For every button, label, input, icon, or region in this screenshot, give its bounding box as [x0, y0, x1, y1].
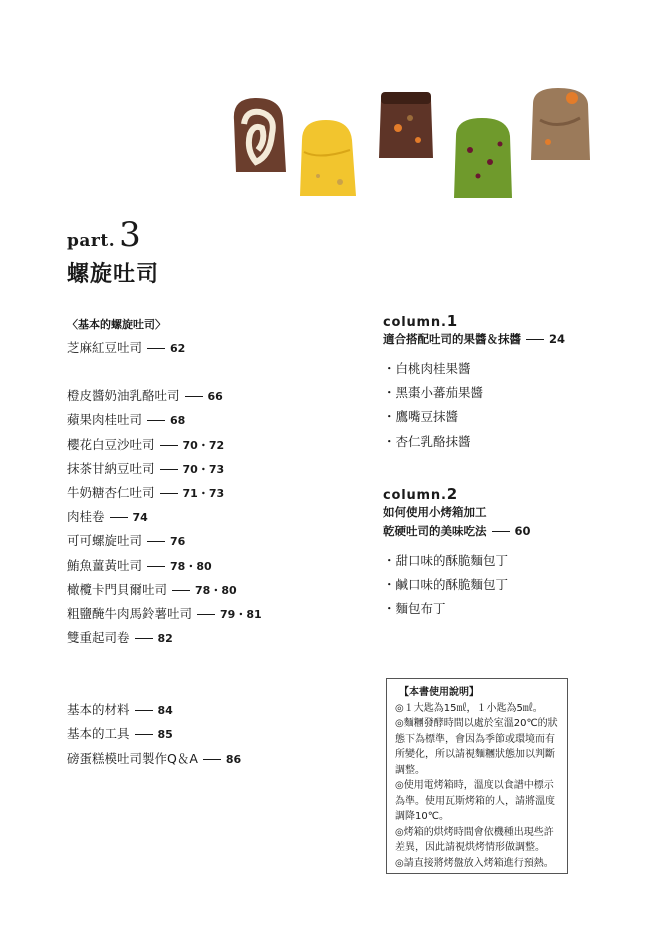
- list-item: ・ 白桃肉桂果醬: [383, 357, 623, 381]
- note-line: ◎烤箱的烘烤時間會依機種出現些許差異，因此請視烘烤情形做調整。: [395, 826, 554, 853]
- column-2-subtitle: 如何使用小烤箱加工: [383, 505, 487, 519]
- marble-bread-image: [234, 98, 286, 172]
- note-line: ◎麵糰發酵時間以處於室溫20℃的狀態下為標準，會因為季節或環境而有所變化，所以請視麵糰狀態加以判斷調整。: [395, 718, 558, 776]
- toc-entry: 肉桂卷 74: [67, 509, 148, 525]
- list-item: ・ 麵包布丁: [383, 597, 623, 621]
- list-item: ・ 甜口味的酥脆麵包丁: [383, 549, 623, 573]
- toc-entry: 雙重起司卷 82: [67, 630, 173, 646]
- part-number: 3: [119, 215, 141, 255]
- toc-entry: 鮪魚薑黃吐司 78・80: [67, 557, 212, 573]
- note-line: ◎使用電烤箱時，溫度以食譜中標示為準。使用瓦斯烤箱的人，請將溫度調降10℃。: [395, 780, 555, 822]
- note-line: ◎１大匙為15㎖，１小匙為5㎖。: [395, 702, 543, 714]
- column-1-title: column.1: [383, 312, 458, 330]
- toc-entry: 橙皮醬奶油乳酪吐司 66: [67, 388, 223, 404]
- column-2-title: column.2: [383, 485, 458, 503]
- column-1-subtitle: 適合搭配吐司的果醬＆抹醬 24: [383, 332, 566, 346]
- part-word: part.: [67, 231, 116, 251]
- yellow-bread-image: [300, 120, 356, 196]
- column-2-list: [383, 549, 623, 622]
- part-label: [67, 215, 141, 255]
- toc-entry: 基本的材料 84: [67, 702, 173, 718]
- toc-entry: 櫻花白豆沙吐司 70・72: [67, 436, 225, 452]
- toc-entry: 芝麻紅豆吐司 62: [67, 340, 186, 355]
- list-item: ・ 杏仁乳酪抹醬: [383, 430, 623, 454]
- matcha-bread-image: [454, 118, 512, 198]
- toc-list: [67, 316, 367, 771]
- column-1-list: [383, 357, 623, 454]
- page-title: 螺旋吐司: [67, 262, 160, 287]
- usage-notes-box: [386, 678, 568, 874]
- list-item: ・ 鷹嘴豆抹醬: [383, 405, 623, 429]
- notes-heading: 【本書使用說明】: [399, 687, 479, 698]
- toc-entry: 抹茶甘納豆吐司 70・73: [67, 460, 225, 476]
- toc-entry: 牛奶糖杏仁吐司 71・73: [67, 484, 225, 500]
- toc-entry: 磅蛋糕模吐司製作Q＆A 86: [67, 750, 242, 766]
- cocoa-bread-image: [379, 92, 433, 158]
- list-item: ・ 黑棗小蕃茄果醬: [383, 381, 623, 405]
- note-line: ◎請直接將烤盤放入烤箱進行預熱。: [395, 857, 554, 869]
- toc-entry: 可可螺旋吐司 76: [67, 533, 186, 549]
- list-item: ・ 鹹口味的酥脆麵包丁: [383, 573, 623, 597]
- toc-entry: 橄欖卡門貝爾吐司 78・80: [67, 581, 237, 597]
- walnut-bread-image: [531, 88, 590, 160]
- toc-entry: 蘋果肉桂吐司 68: [67, 412, 186, 428]
- column-2: [383, 485, 623, 622]
- toc-entry: 基本的工具 85: [67, 726, 173, 742]
- bread-photos: [0, 0, 663, 210]
- column-2-subtitle-2: 乾硬吐司的美味吃法 60: [383, 524, 531, 538]
- toc-entry: 粗鹽醃牛肉馬鈴薯吐司 79・81: [67, 605, 262, 621]
- toc-heading: 〈基本的螺旋吐司〉: [67, 318, 166, 331]
- column-1: [383, 312, 623, 454]
